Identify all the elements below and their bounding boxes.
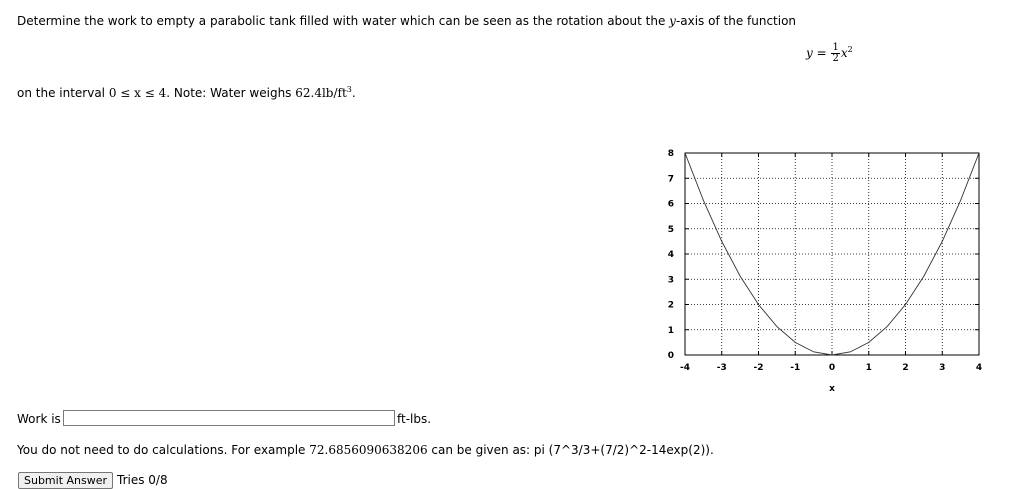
x-tick-label: 1	[865, 363, 872, 373]
interval-text: on the interval 0 ≤ x ≤ 4. Note: Water weighs $62.4lb/ft^3$.	[17, 85, 356, 100]
y-tick-label: 4	[667, 250, 674, 260]
y-tick-label: 0	[667, 351, 674, 361]
interval-math: 0 ≤ x ≤ 4	[108, 86, 167, 100]
x-axis-label: x	[829, 384, 835, 394]
function-formula: y = $\frac{1}{2}$ $x^2$	[806, 42, 853, 64]
y-tick-label: 5	[667, 224, 674, 235]
y-tick-label: 7	[667, 174, 674, 185]
formula-fraction: $\frac{1}{2}$	[832, 42, 839, 64]
question-text: Determine the work to empty a parabolic tank filled with water which can be seen as the rotation about the y-axis of the function	[17, 14, 797, 28]
x-tick-label: -4	[680, 363, 690, 373]
submit-answer-button[interactable]: Submit Answer	[18, 472, 113, 489]
example-value: 72.6856090638206	[309, 443, 428, 457]
work-answer-input[interactable]	[63, 410, 395, 426]
x-tick-label: -2	[753, 363, 764, 373]
work-label: Work is	[17, 412, 61, 426]
x-tick-label: -1	[790, 363, 801, 373]
x-tick-label: -3	[716, 363, 727, 373]
y-tick-label: 3	[667, 275, 674, 286]
parabola-chart	[660, 140, 990, 395]
x-tick-label: 0	[828, 363, 836, 373]
axis-variable: y	[669, 14, 676, 28]
hint-text: You do not need to do calculations. For example 72.6856090638206 can be given as: pi (7^3/3+(7/2)^2-14exp(2)).	[17, 443, 714, 457]
tries-counter: Tries 0/8	[117, 473, 168, 487]
x-tick-label: 3	[939, 363, 946, 373]
y-tick-label: 2	[667, 300, 674, 311]
y-tick-label: 1	[667, 325, 674, 336]
water-weight: 62.4lb/ft	[295, 86, 347, 100]
y-tick-label: 6	[667, 199, 674, 210]
y-tick-label: 8	[667, 149, 674, 159]
x-tick-label: 4	[975, 363, 983, 373]
x-tick-label: 2	[902, 363, 909, 373]
units-label: ft-lbs.	[397, 412, 432, 426]
